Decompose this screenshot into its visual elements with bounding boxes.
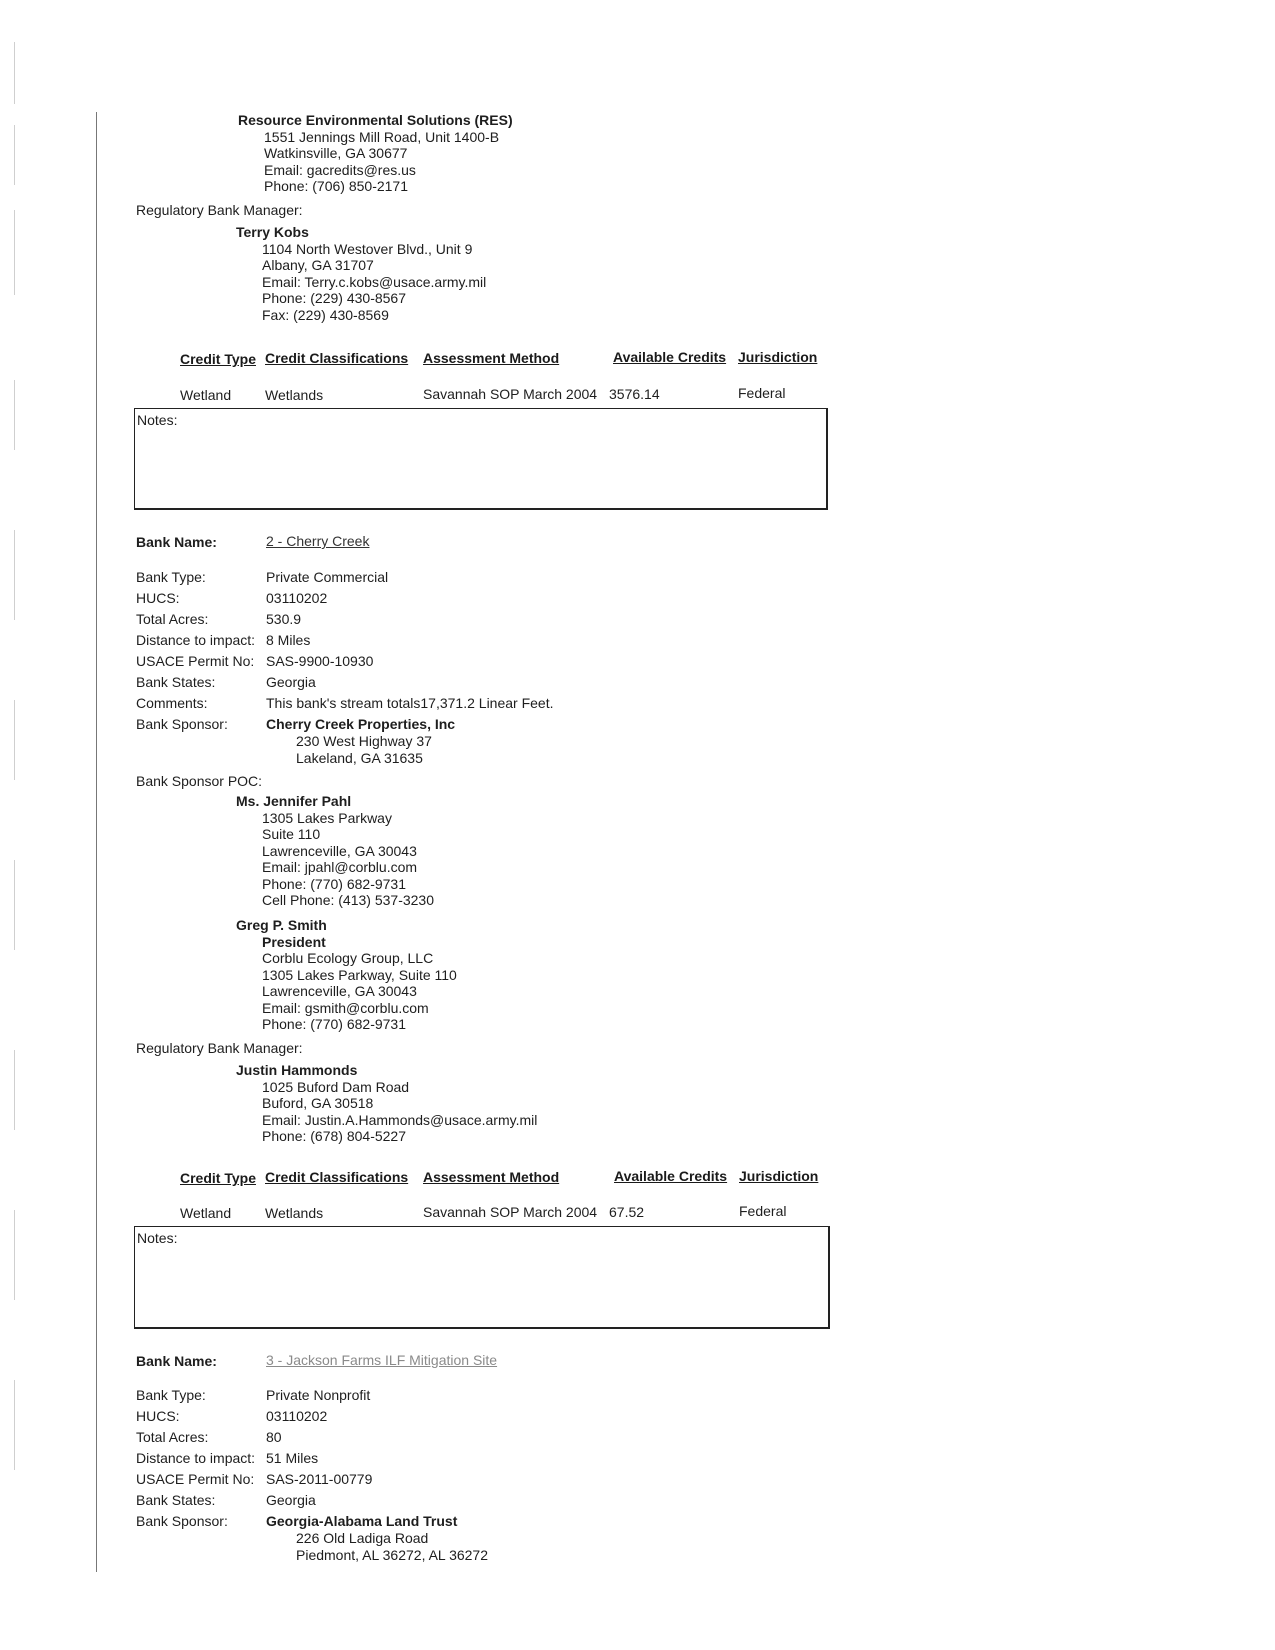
contact-line: 1305 Lakes Parkway — [262, 809, 392, 826]
contact-cell-phone: Cell Phone: (413) 537-3230 — [262, 892, 435, 908]
contact-line: 1305 Lakes Parkway, Suite 110 — [262, 966, 457, 983]
notes-box — [134, 408, 828, 510]
field-comments: Comments: This bank's stream totals17,371.2 Linear Feet. — [136, 695, 554, 711]
field-total-acres: Total Acres: 80 — [136, 1429, 282, 1445]
contact-email: Email: Justin.A.Hammonds@usace.army.mil — [262, 1111, 538, 1128]
field-bank-states: Bank States: Georgia — [136, 1492, 316, 1508]
field-bank-type: Bank Type: Private Nonprofit — [136, 1387, 371, 1403]
hucs-value: 03110202 — [266, 1408, 328, 1424]
credit-classification: Wetlands — [265, 387, 324, 403]
contact-line: Lawrenceville, GA 30043 — [262, 842, 417, 859]
jurisdiction: Federal — [738, 385, 786, 401]
jurisdiction: Federal — [739, 1203, 787, 1219]
contact-phone: Phone: (678) 804-5227 — [262, 1128, 406, 1144]
contact-email: Email: jpahl@corblu.com — [262, 859, 418, 875]
address-line: Lakeland, GA 31635 — [296, 749, 423, 766]
field-permit: USACE Permit No: SAS-9900-10930 — [136, 653, 374, 669]
header-available-credits: Available Credits — [614, 1168, 728, 1184]
assessment-method: Savannah SOP March 2004 — [423, 1204, 598, 1220]
contact-name: Ms. Jennifer Pahl — [236, 793, 352, 809]
contact-line: 1025 Buford Dam Road — [262, 1078, 410, 1095]
contact-line: 1104 North Westover Blvd., Unit 9 — [262, 240, 473, 257]
scan-mark — [14, 860, 15, 950]
scan-mark — [14, 700, 15, 780]
contact-fax: Fax: (229) 430-8569 — [262, 306, 389, 323]
sponsor-poc-label: Bank Sponsor POC: — [136, 773, 263, 789]
field-bank-states: Bank States: Georgia — [136, 674, 316, 690]
sponsor-poc-pahl — [236, 793, 434, 909]
distance-value: 8 Miles — [266, 632, 311, 648]
scan-mark — [14, 1380, 15, 1470]
contact-email: Email: Terry.c.kobs@usace.army.mil — [262, 273, 487, 290]
header-credit-type: Credit Type — [180, 351, 256, 367]
contact-line: Albany, GA 31707 — [262, 257, 374, 273]
header-credit-type: Credit Type — [180, 1170, 256, 1186]
contact-name: Greg P. Smith — [236, 917, 327, 933]
contact-name: Terry Kobs — [236, 224, 309, 240]
contact-line: 1551 Jennings Mill Road, Unit 1400-B — [264, 128, 500, 145]
field-bank-sponsor: Bank Sponsor: Cherry Creek Properties, Inc — [136, 716, 456, 732]
contact-line: Lawrenceville, GA 30043 — [262, 983, 417, 999]
address-line: Piedmont, AL 36272, AL 36272 — [296, 1546, 489, 1563]
notes-label: Notes: — [137, 1230, 178, 1246]
available-credits: 3576.14 — [609, 386, 660, 402]
scan-mark — [14, 1210, 15, 1300]
permit-value: SAS-9900-10930 — [266, 653, 374, 669]
header-credit-classifications: Credit Classifications — [265, 350, 409, 366]
field-total-acres: Total Acres: 530.9 — [136, 611, 302, 627]
regulatory-manager-label: Regulatory Bank Manager: — [136, 202, 303, 218]
assessment-method: Savannah SOP March 2004 — [423, 386, 598, 402]
bank-states-value: Georgia — [266, 674, 316, 690]
sponsor-poc-res — [238, 112, 513, 195]
bank-name-link[interactable]: 2 - Cherry Creek — [266, 533, 370, 549]
field-permit: USACE Permit No: SAS-2011-00779 — [136, 1471, 373, 1487]
left-margin-rule — [96, 112, 97, 1572]
contact-name: Justin Hammonds — [236, 1062, 358, 1078]
bank-type-value: Private Commercial — [266, 569, 389, 585]
field-hucs: HUCS: 03110202 — [136, 590, 328, 606]
scan-mark — [14, 210, 15, 295]
contact-line: Buford, GA 30518 — [262, 1095, 374, 1111]
header-assessment-method: Assessment Method — [423, 350, 560, 366]
bank-sponsor-name: Cherry Creek Properties, Inc — [266, 716, 456, 732]
contact-line: Corblu Ecology Group, LLC — [262, 950, 434, 966]
field-distance: Distance to impact: 51 Miles — [136, 1450, 319, 1466]
contact-name: Resource Environmental Solutions (RES) — [238, 112, 513, 128]
bank-sponsor-name: Georgia-Alabama Land Trust — [266, 1513, 458, 1529]
contact-phone: Phone: (770) 682-9731 — [262, 1016, 406, 1032]
field-bank-sponsor: Bank Sponsor: Georgia-Alabama Land Trust — [136, 1513, 458, 1529]
address-line: 230 West Highway 37 — [296, 733, 432, 749]
bank-states-value: Georgia — [266, 1492, 316, 1508]
notes-box — [134, 1226, 830, 1329]
total-acres-value: 80 — [266, 1429, 282, 1445]
contact-phone: Phone: (706) 850-2171 — [264, 178, 408, 194]
sponsor-poc-smith — [236, 917, 457, 1033]
header-jurisdiction: Jurisdiction — [739, 1168, 819, 1184]
address-line: 226 Old Ladiga Road — [296, 1530, 429, 1546]
bank-name-label: Bank Name: — [136, 1353, 217, 1369]
contact-line: Watkinsville, GA 30677 — [264, 145, 408, 161]
header-assessment-method: Assessment Method — [423, 1169, 560, 1185]
field-bank-type: Bank Type: Private Commercial — [136, 569, 389, 585]
total-acres-value: 530.9 — [266, 611, 302, 627]
regulatory-manager-label: Regulatory Bank Manager: — [136, 1040, 303, 1056]
header-available-credits: Available Credits — [613, 349, 727, 365]
permit-value: SAS-2011-00779 — [266, 1471, 373, 1487]
contact-phone: Phone: (229) 430-8567 — [262, 290, 406, 306]
contact-phone: Phone: (770) 682-9731 — [262, 875, 406, 892]
contact-email: Email: gsmith@corblu.com — [262, 999, 429, 1016]
scan-mark — [14, 380, 15, 450]
available-credits: 67.52 — [609, 1204, 645, 1220]
scan-mark — [14, 125, 15, 185]
scan-mark — [14, 42, 15, 104]
notes-label: Notes: — [137, 412, 178, 428]
contact-line: Suite 110 — [262, 826, 321, 842]
regulatory-manager-contact — [236, 224, 486, 323]
regulatory-manager-contact — [236, 1062, 537, 1145]
hucs-value: 03110202 — [266, 590, 328, 606]
comments-value: This bank's stream totals17,371.2 Linear Feet. — [266, 695, 554, 711]
credit-type: Wetland — [180, 1205, 232, 1221]
bank-name-link[interactable]: 3 - Jackson Farms ILF Mitigation Site — [266, 1352, 498, 1368]
credit-classification: Wetlands — [265, 1205, 324, 1221]
distance-value: 51 Miles — [266, 1450, 319, 1466]
contact-title: President — [262, 933, 326, 950]
field-hucs: HUCS: 03110202 — [136, 1408, 328, 1424]
scan-mark — [14, 530, 15, 620]
header-credit-classifications: Credit Classifications — [265, 1169, 409, 1185]
credit-type: Wetland — [180, 387, 232, 403]
bank-type-value: Private Nonprofit — [266, 1387, 371, 1403]
header-jurisdiction: Jurisdiction — [738, 349, 818, 365]
field-distance: Distance to impact: 8 Miles — [136, 632, 311, 648]
bank-sponsor-address — [296, 1530, 488, 1563]
bank-sponsor-address — [296, 733, 432, 766]
scan-mark — [14, 1050, 15, 1130]
contact-email: Email: gacredits@res.us — [264, 161, 416, 178]
bank-name-label: Bank Name: — [136, 534, 217, 550]
